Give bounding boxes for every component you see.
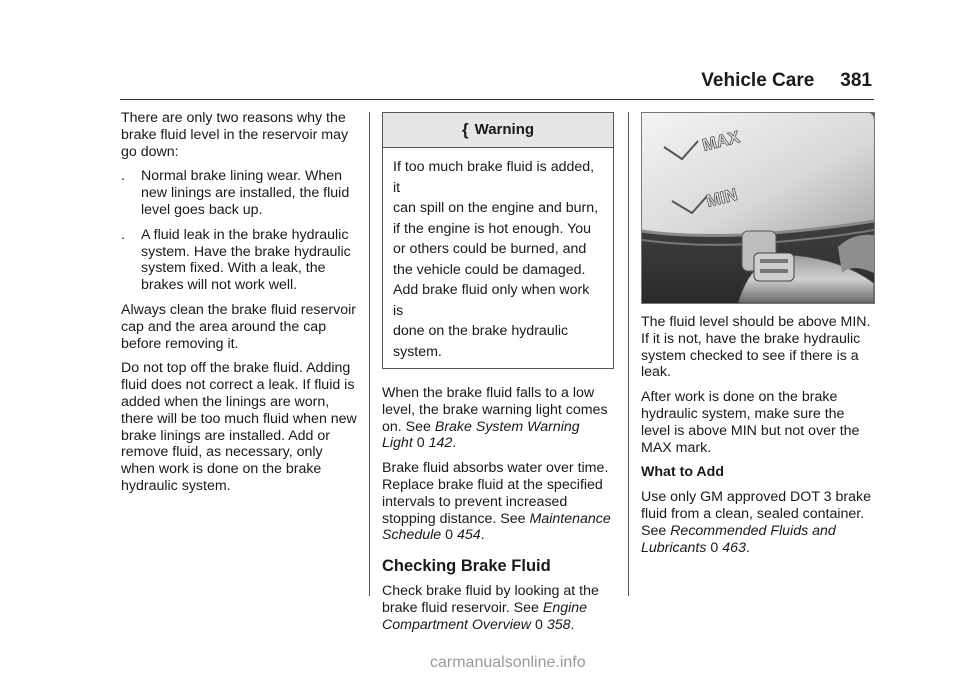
column-divider-2 [628, 112, 629, 596]
level-paragraph: The fluid level should be above MIN. If it is not, have the brake hydraulic system checked to see if there is a leak. [641, 314, 871, 381]
page-ref-arrow-icon: 0 [710, 539, 719, 556]
bullet-item: . A fluid leak in the brake hydraulic system. Have the brake hydraulic system fixed. With a leak, the brakes will not work well. [121, 226, 351, 294]
column-3 [641, 110, 877, 564]
maintenance-schedule-link[interactable]: Maintenance Schedule [382, 510, 611, 544]
warning-icon: { [461, 119, 469, 139]
warning-body: If too much brake fluid is added, it can spill on the engine and burn, if the engine is hot enough. You or others could be burned, and the vehicle could be damaged. Add brake fluid only when work is done on the brake hydraulic system. [393, 159, 599, 360]
absorbs-water-paragraph: Brake fluid absorbs water over time. Replace brake fluid at the specified intervals to prevent increased stopping distance. See Maintenance Schedule 0 454. [382, 460, 611, 544]
page-ref-arrow-icon: 0 [416, 435, 425, 452]
brake-warning-light-link[interactable]: Brake System Warning Light [382, 418, 580, 452]
page-header [701, 70, 872, 92]
what-to-add-heading: What to Add [641, 464, 724, 481]
watermark: carmanualsonline.info [430, 654, 586, 671]
reservoir-photo [641, 112, 875, 304]
check-fluid-paragraph: Check brake fluid by looking at the brake fluid reservoir. See Engine Compartment Overview 0 358. [382, 582, 599, 633]
recommended-fluids-link[interactable]: Recommended Fluids and Lubricants [641, 522, 836, 556]
intro-paragraph: There are only two reasons why the brake fluid level in the reservoir may go down: [121, 110, 349, 160]
column-1 [121, 110, 357, 503]
column-2 [382, 110, 614, 641]
column-divider-1 [369, 112, 370, 596]
after-work-paragraph: After work is done on the brake hydraulic system, make sure the level is above MIN but not over the MAX mark. [641, 389, 860, 456]
page-number: 381 [840, 70, 872, 91]
section-heading: Checking Brake Fluid [382, 557, 551, 576]
warning-title: Warning [474, 120, 535, 138]
header-rule [120, 99, 874, 100]
warning-header [383, 113, 613, 148]
section-title: Vehicle Care [701, 70, 815, 91]
min-label: MIN [704, 184, 740, 211]
top-off-paragraph: Do not top off the brake fluid. Adding fluid does not correct a leak. If fluid is added when the linings are worn, there will be too much fluid when new brake linings are installed. Add or remove fluid, as necessary, only when work is done on the brake hydraulic system. [121, 360, 357, 494]
bullet-item: . Normal brake lining wear. When new linings are installed, the fluid level goes back up. [121, 168, 350, 218]
warning-light-paragraph: When the brake fluid falls to a low level, the brake warning light comes on. See Brake System Warning Light 0 142. [382, 385, 608, 452]
warning-box [382, 112, 614, 369]
use-fluid-paragraph: Use only GM approved DOT 3 brake fluid from a clean, sealed container. See Recommended Fluids and Lubricants 0 463. [641, 489, 871, 556]
max-label: MAX [700, 127, 742, 155]
page-ref-arrow-icon: 0 [445, 527, 454, 544]
clean-cap-paragraph: Always clean the brake fluid reservoir cap and the area around the cap before removing it. [121, 301, 356, 352]
engine-compartment-link[interactable]: Engine Compartment Overview [382, 599, 588, 633]
page-ref-arrow-icon: 0 [534, 616, 543, 633]
